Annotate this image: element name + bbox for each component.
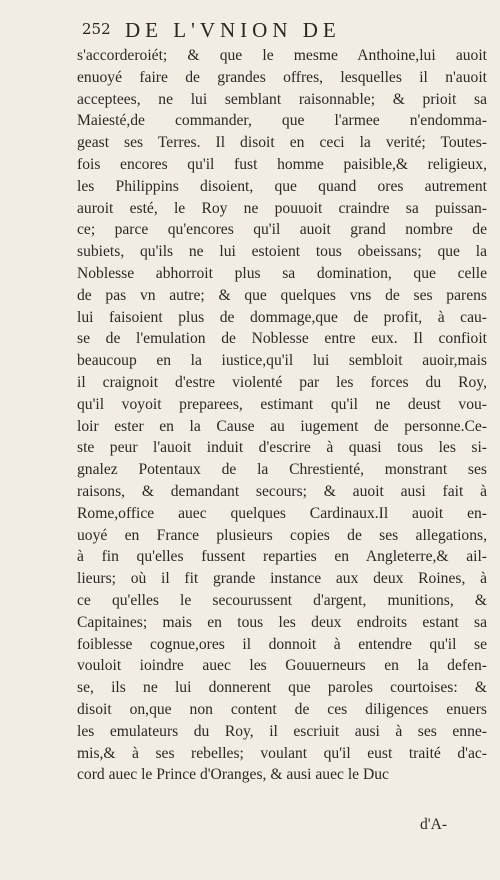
text-line: mis,& à ses rebelles; voulant qu'il eust traité d'ac- [77, 744, 487, 762]
text-line: geast ses Terres. Il disoit en ceci la verité; Toutes- [77, 134, 487, 152]
catchword: d'A- [420, 816, 448, 833]
text-line: vouloit ioindre auec les Gouuerneurs en la defen- [77, 657, 487, 675]
text-line: Noblesse abhorroit plus sa domination, que celle [77, 264, 487, 282]
text-line: fois encores qu'il fust homme paisible,& religieux, [77, 155, 487, 173]
text-line: raisons, & demandant secours; & auoit ausi fait à [77, 482, 487, 500]
text-line: enuoyé faire de grandes offres, lesquelles il n'auoit [77, 68, 487, 86]
text-line: beaucoup en la iustice,qu'il lui sembloit auoir,mais [77, 352, 487, 370]
text-line: ce; parce qu'encores qu'il auoit grand nombre de [77, 221, 487, 239]
text-line: cord auec le Prince d'Oranges, & ausi auec le Duc [77, 766, 389, 784]
text-line: uoyé en France plusieurs copies de ses allegations, [77, 526, 487, 544]
text-line: auroit esté, le Roy ne pouuoit craindre sa puissan- [77, 199, 487, 217]
page-header [0, 18, 500, 48]
text-line: Maiesté,de commander, que l'armee n'endomma- [77, 112, 487, 130]
text-line: qu'il voyoit preparees, estimant qu'il ne deust vou- [77, 395, 487, 413]
text-line: ste peur l'auoit induit d'escrire à quasi tous les si- [77, 439, 487, 457]
text-line: foiblesse cognue,ores il donnoit à entendre qu'il se [77, 635, 487, 653]
text-line: les emulateurs du Roy, il escriuit ausi à ses enne- [77, 722, 487, 740]
text-line: gnalez Potentaux de la Chrestienté, monstrant ses [77, 461, 487, 479]
text-line: disoit on,que non content de ces diligences enuers [77, 700, 487, 718]
text-line: subiets, qu'ils ne lui estoient tous obeissans; que la [77, 243, 487, 261]
text-line: s'accorderoiét; & que le mesme Anthoine,lui auoit [77, 47, 487, 64]
text-line: loir ester en la Cause au iugement de personne.Ce- [77, 417, 487, 435]
text-line: Capitaines; mais en tous les deux endroits estant sa [77, 613, 487, 631]
text-line: se, ils ne lui donnerent que paroles courtoises: & [77, 679, 487, 697]
text-line: lieurs; où il fit grande instance aux deux Roines, à [77, 570, 487, 588]
text-line: de pas vn autre; & que quelques vns de ses parens [77, 286, 487, 304]
page-number: 252 [82, 20, 111, 38]
text-line: ce qu'elles le secourussent d'argent, munitions, & [77, 591, 487, 609]
text-line: Rome,office auec quelques Cardinaux.Il auoit en- [77, 504, 487, 522]
body-text [77, 45, 487, 786]
text-line: acceptees, ne lui semblant raisonnable; & prioit sa [77, 90, 487, 108]
text-line: il craignoit d'estre violenté par les forces du Roy, [77, 373, 487, 391]
text-line: se de l'emulation de Noblesse entre eux. Il confioit [77, 330, 487, 348]
text-line: lui faisoient plus de dommage,que de profit, à cau- [77, 308, 487, 326]
running-head: DE L'VNION DE [125, 18, 341, 42]
text-line: les Philippins disoient, que quand ores autrement [77, 177, 487, 195]
text-line: à fin qu'elles fussent reparties en Angleterre,& ail- [77, 548, 487, 566]
